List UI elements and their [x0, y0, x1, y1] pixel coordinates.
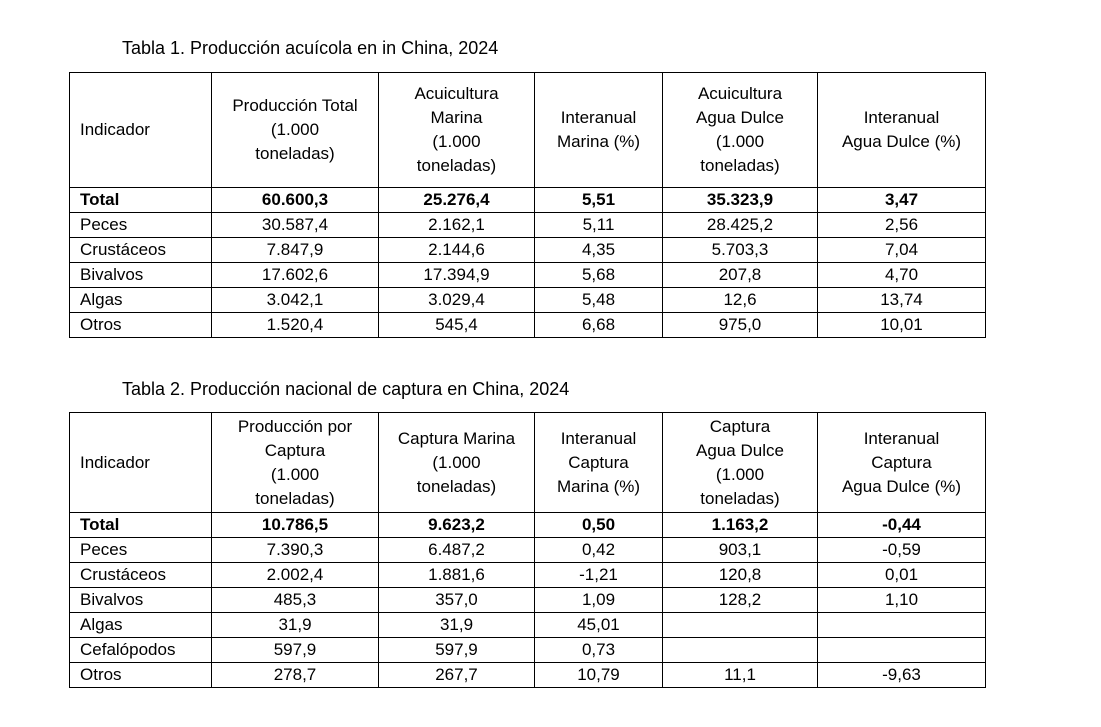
table-row: [70, 263, 986, 288]
table-cell: 5,68: [535, 263, 663, 288]
table-cell: 10,01: [818, 313, 986, 338]
table-row: [70, 288, 986, 313]
table-cell: -1,21: [535, 563, 663, 588]
table-cell: 10.786,5: [212, 513, 379, 538]
table-cell: 0,42: [535, 538, 663, 563]
table-cell: 30.587,4: [212, 213, 379, 238]
table-row: [70, 313, 986, 338]
table-cell: 278,7: [212, 663, 379, 688]
table-cell: 3.042,1: [212, 288, 379, 313]
table-cell: 2.002,4: [212, 563, 379, 588]
table2-caption: Tabla 2. Producción nacional de captura en China, 2024: [122, 379, 570, 399]
column-header: [70, 73, 212, 188]
table-cell: 31,9: [212, 613, 379, 638]
column-header: [663, 413, 818, 513]
table-row: [70, 663, 986, 688]
table-row: [70, 638, 986, 663]
table-cell: 0,01: [818, 563, 986, 588]
table-cell: 5.703,3: [663, 238, 818, 263]
table-cell: 4,35: [535, 238, 663, 263]
table-cell: -9,63: [818, 663, 986, 688]
table-cell: 3,47: [818, 188, 986, 213]
column-header-label: Producción Total (1.000 toneladas): [232, 96, 358, 163]
column-header: [379, 73, 535, 188]
total-row: [70, 188, 986, 213]
table-cell: 128,2: [663, 588, 818, 613]
column-header: [818, 73, 986, 188]
table-row: [70, 213, 986, 238]
row-label: Peces: [70, 538, 212, 563]
row-label: Cefalópodos: [70, 638, 212, 663]
table-cell: 1,09: [535, 588, 663, 613]
table-row: [70, 538, 986, 563]
capture-table: [69, 412, 986, 688]
row-label: Crustáceos: [70, 238, 212, 263]
column-header: [818, 413, 986, 513]
table-cell: 903,1: [663, 538, 818, 563]
table-cell: 975,0: [663, 313, 818, 338]
table1-caption: Tabla 1. Producción acuícola en in China, 2024: [122, 38, 499, 58]
table-cell: [818, 638, 986, 663]
column-header-label: Interanual Agua Dulce (%): [841, 108, 962, 151]
column-header-label: Interanual Captura Agua Dulce (%): [841, 428, 962, 496]
row-label: Crustáceos: [70, 563, 212, 588]
column-header-label: Indicador: [80, 120, 150, 139]
column-header: [535, 73, 663, 188]
table-cell: [818, 613, 986, 638]
table-cell: -0,44: [818, 513, 986, 538]
header-row: [70, 413, 986, 513]
table-cell: 13,74: [818, 288, 986, 313]
table-cell: 7.390,3: [212, 538, 379, 563]
table-cell: 485,3: [212, 588, 379, 613]
column-header-label: Captura Agua Dulce (1.000 toneladas): [696, 416, 784, 508]
table-cell: 25.276,4: [379, 188, 535, 213]
table-cell: 2.144,6: [379, 238, 535, 263]
table-cell: 5,51: [535, 188, 663, 213]
table-cell: 60.600,3: [212, 188, 379, 213]
column-header: [535, 413, 663, 513]
table-cell: 597,9: [212, 638, 379, 663]
table-cell: 120,8: [663, 563, 818, 588]
row-label: Total: [70, 513, 212, 538]
table-cell: 0,50: [535, 513, 663, 538]
table-cell: 17.394,9: [379, 263, 535, 288]
table-row: [70, 588, 986, 613]
table-cell: 7.847,9: [212, 238, 379, 263]
column-header-label: Interanual Marina (%): [556, 108, 641, 151]
table-cell: 5,48: [535, 288, 663, 313]
table-cell: 2,56: [818, 213, 986, 238]
table-row: [70, 238, 986, 263]
table-cell: 5,11: [535, 213, 663, 238]
table-cell: 357,0: [379, 588, 535, 613]
table-cell: 4,70: [818, 263, 986, 288]
table-cell: 3.029,4: [379, 288, 535, 313]
table-cell: 1.163,2: [663, 513, 818, 538]
row-label: Algas: [70, 288, 212, 313]
table-row: [70, 613, 986, 638]
column-header: [212, 413, 379, 513]
table-cell: 207,8: [663, 263, 818, 288]
column-header-label: Interanual Captura Marina (%): [556, 428, 641, 496]
table-cell: -0,59: [818, 538, 986, 563]
table-cell: 7,04: [818, 238, 986, 263]
column-header-label: Captura Marina (1.000 toneladas): [397, 428, 516, 496]
row-label: Bivalvos: [70, 263, 212, 288]
row-label: Total: [70, 188, 212, 213]
row-label: Bivalvos: [70, 588, 212, 613]
table-cell: 17.602,6: [212, 263, 379, 288]
column-header-label: Acuicultura Marina (1.000 toneladas): [414, 84, 499, 175]
row-label: Algas: [70, 613, 212, 638]
aquaculture-table: [69, 72, 986, 338]
table-cell: [663, 613, 818, 638]
column-header-label: Acuicultura Agua Dulce (1.000 toneladas): [696, 84, 784, 175]
total-row: [70, 513, 986, 538]
table-cell: 267,7: [379, 663, 535, 688]
column-header: [212, 73, 379, 188]
table-cell: 6.487,2: [379, 538, 535, 563]
table-cell: 45,01: [535, 613, 663, 638]
header-row: [70, 73, 986, 188]
table-cell: 35.323,9: [663, 188, 818, 213]
table-cell: 11,1: [663, 663, 818, 688]
row-label: Otros: [70, 313, 212, 338]
table-cell: 545,4: [379, 313, 535, 338]
row-label: Otros: [70, 663, 212, 688]
table-cell: 28.425,2: [663, 213, 818, 238]
table-cell: 1,10: [818, 588, 986, 613]
table-cell: 9.623,2: [379, 513, 535, 538]
table-cell: 6,68: [535, 313, 663, 338]
table-cell: [663, 638, 818, 663]
table-cell: 1.520,4: [212, 313, 379, 338]
table-row: [70, 563, 986, 588]
table-cell: 2.162,1: [379, 213, 535, 238]
column-header: [663, 73, 818, 188]
table-cell: 0,73: [535, 638, 663, 663]
table-cell: 10,79: [535, 663, 663, 688]
row-label: Peces: [70, 213, 212, 238]
table-cell: 597,9: [379, 638, 535, 663]
table-cell: 31,9: [379, 613, 535, 638]
column-header-label: Indicador: [80, 452, 150, 472]
column-header-label: Producción por Captura (1.000 toneladas): [237, 416, 353, 508]
column-header: [70, 413, 212, 513]
table-cell: 12,6: [663, 288, 818, 313]
column-header: [379, 413, 535, 513]
table-cell: 1.881,6: [379, 563, 535, 588]
